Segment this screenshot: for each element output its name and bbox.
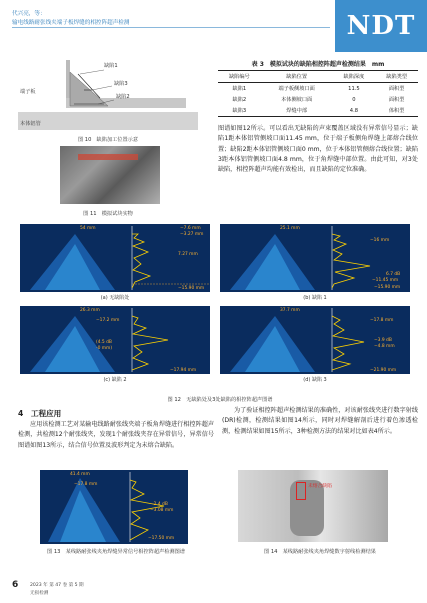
scan-reading: −3.9 dB <box>374 338 392 343</box>
section4-heading: 4 工程应用 <box>18 409 62 418</box>
table-row <box>218 83 418 95</box>
scan-reading: 26.3 mm <box>80 308 100 313</box>
page-number: 6 <box>12 580 19 590</box>
table-row <box>218 105 418 117</box>
fig10-caption: 图 10 缺陷加工位置示意 <box>77 137 139 143</box>
weld-marking <box>78 154 138 160</box>
table-cell: 11.5 <box>348 85 360 92</box>
scan-panel-a <box>20 224 210 292</box>
scan-reading: −11.45 mm <box>372 278 399 283</box>
scan-reading: −16 mm <box>370 238 390 243</box>
fig12-caption: 图 12 无缺陷处及3处缺陷的相控阵超声图谱 <box>167 397 273 403</box>
fig14-caption: 图 14 某线路耐张线夹角焊缝数字射线检测结果 <box>263 549 376 555</box>
table-cell: 缺陷2 <box>232 97 247 103</box>
scan-reading: −7.6 mm <box>180 226 201 231</box>
figure-10 <box>18 60 198 132</box>
table-cell: 本体侧坡口面 <box>281 97 313 103</box>
label-tube: 本体铝管 <box>20 121 41 127</box>
fig13-caption: 图 13 某线路耐张线夹角焊缝异常信号相控阵超声检测图谱 <box>47 549 185 555</box>
table-cell: 4.8 <box>333 105 376 117</box>
scan-reading: −21.90 mm <box>370 368 397 373</box>
results-paragraph: 图谱如图12所示。可以看出无缺陷的声束覆盖区域没有异常信号显示；缺陷1距本体铝管侧坡口面11.45 mm，位于端子板侧角焊缝上部熔合线位置；缺陷2距本体铝管侧坡口面0 mm，位于本体铝管侧熔合线位置；缺陷3距本体铝管侧坡口面4.8 mm，位于角焊缝中部位置。由此可知，对3处缺陷，相控阵超声均能有效检出，而且缺陷的定位准确。 <box>218 125 418 174</box>
table-cell: 缺陷1 <box>232 86 247 92</box>
scan-panel-b <box>220 224 410 292</box>
table-cell: 面积型 <box>388 97 405 103</box>
scan-reading: −15.90 mm <box>374 285 401 290</box>
defect-position-diagram <box>18 60 198 132</box>
scan-reading: −17.2 mm <box>96 318 120 323</box>
defect-label: 未熔合缺陷 <box>308 484 332 489</box>
label-terminal: 端子板 <box>20 89 36 95</box>
scan-reading: 25.1 mm <box>280 226 300 231</box>
scan-reading: −17.8 mm <box>74 482 98 487</box>
footer-issue: 2023 年 第 47 卷 第 5 期 <box>30 583 84 588</box>
scan-reading: −3.27 mm <box>180 232 204 237</box>
label-defect2: 缺陷2 <box>116 94 130 100</box>
scan-reading: 54 mm <box>80 226 96 231</box>
figure-11-photo <box>60 146 160 204</box>
scan-panel-d <box>220 306 410 374</box>
table-header-cell: 缺陷类型 <box>375 71 418 83</box>
label-defect3: 缺陷3 <box>114 81 128 87</box>
table-header-cell: 缺陷编号 <box>218 71 261 83</box>
scan-reading: 41.4 mm <box>70 472 90 477</box>
scan-reading: −3.08 mm <box>150 508 174 513</box>
scan-reading: −4.8 mm <box>374 344 395 349</box>
scan-panel-c <box>20 306 210 374</box>
figure-14-radiograph <box>238 470 388 542</box>
table-header-cell: 缺陷深度 <box>333 71 376 83</box>
fig11-caption: 图 11 模拟试块实物 <box>83 211 133 217</box>
table-header-row <box>218 71 418 83</box>
fig12-sub-b: (b) 缺陷 1 <box>303 295 327 301</box>
table3 <box>218 70 418 117</box>
scan-reading: -0 mm) <box>96 346 113 351</box>
header-title: 输电线路耐张线夹端子板焊缝的相控阵超声检测 <box>12 20 130 26</box>
table-cell: 焊缝中部 <box>261 105 333 117</box>
section4-paragraph-left: 应用该检测工艺对某输电线路耐张线夹端子板角焊缝进行相控阵超声检测，共检测12个耐张线夹，发现1个耐张线夹存在异常信号，异常信号图谱如图13所示，结合信号位置及波形判定为未熔合缺陷。 <box>18 421 214 449</box>
fig12-sub-c: (c) 缺陷 2 <box>103 377 127 383</box>
header-rule <box>12 27 330 28</box>
scan-reading: 37.7 mm <box>280 308 300 313</box>
table-header-cell: 缺陷位置 <box>261 71 333 83</box>
scan-reading: 6.7 dB <box>386 272 401 277</box>
table-cell: 体积型 <box>375 105 418 117</box>
scan-reading: −15.90 mm <box>178 286 205 291</box>
fig12-sub-a: (a) 无缺陷处 <box>100 295 130 301</box>
figure-12 <box>20 224 420 394</box>
table-cell: 0 <box>352 96 356 103</box>
table3-title: 表 3 模拟试块的缺陷相控阵超声检测结果 mm <box>251 61 385 68</box>
table-row <box>218 94 418 105</box>
fig12-sub-d: (d) 缺陷 3 <box>303 377 327 383</box>
scan-reading: −17.94 mm <box>170 368 197 373</box>
table-cell: 面积型 <box>388 86 405 92</box>
scan-reading: 7.27 mm <box>178 252 198 257</box>
scan-reading: −17.50 mm <box>148 536 175 541</box>
scan-reading: −2.4 dB <box>150 502 168 507</box>
section4-paragraph-right: 为了验证相控阵超声检测结果的准确性，对该耐张线夹进行数字射线(DR)检测，检测结果如图14所示，同时对焊缝解剖后进行着色渗透检测，检测结果如图15所示，3种检测方法的结果对比如表4所示。 <box>222 407 418 435</box>
table-cell: 缺陷3 <box>218 105 261 117</box>
table-cell: 端子板侧坡口面 <box>278 86 315 92</box>
header-authors: 代兴亮，等： <box>12 11 46 17</box>
figure-13-scan <box>40 470 188 544</box>
defect-box <box>296 482 306 500</box>
logo-text: NDT <box>346 11 416 41</box>
journal-logo <box>335 0 427 52</box>
label-defect1: 缺陷1 <box>104 63 118 69</box>
footer-journal: 无损检测 <box>30 591 49 596</box>
scan-reading: −17.8 mm <box>370 318 394 323</box>
scan-reading: (4.5 dB <box>96 340 112 345</box>
